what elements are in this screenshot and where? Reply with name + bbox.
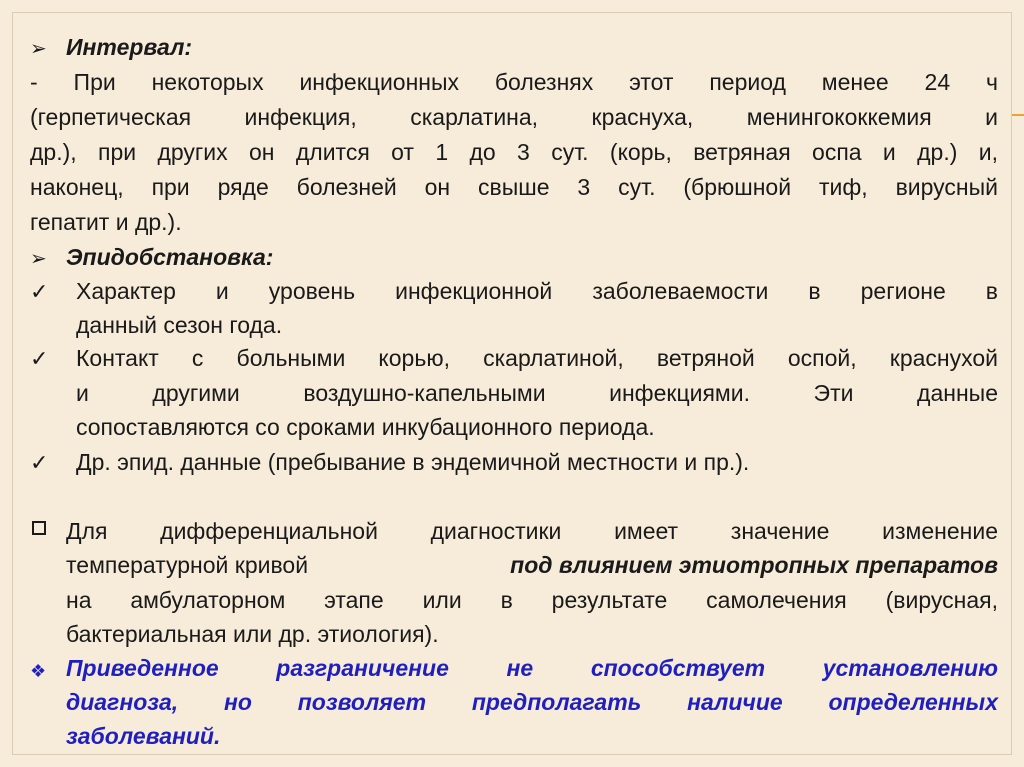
- diamond-bullet-icon: ❖: [30, 661, 47, 681]
- check-bullet-icon: ✓: [30, 450, 49, 475]
- interval-line-2: (герпетическая инфекция, скарлатина, краснуха, менингококкемия и: [30, 104, 998, 130]
- orange-accent-mark: [1012, 114, 1024, 116]
- arrow-bullet-icon: ➢: [30, 38, 47, 60]
- diff-line-3: на амбулаторном этапе или в результате самолечения (вирусная,: [66, 587, 998, 613]
- diff-line-2-plain: температурной кривой: [66, 552, 309, 578]
- epid-item-2-line-1: Контакт с больными корью, скарлатиной, ветряной оспой, краснухой: [76, 345, 998, 371]
- epid-item-1-line-2: данный сезон года.: [76, 312, 283, 338]
- interval-line-5: гепатит и др.).: [30, 209, 182, 235]
- arrow-bullet-icon: ➢: [30, 248, 47, 270]
- check-bullet-icon: ✓: [30, 279, 49, 304]
- interval-line-3: др.), при других он длится от 1 до 3 сут. (корь, ветряная оспа и др.) и,: [30, 139, 998, 165]
- epid-item-1-line-1: Характер и уровень инфекционной заболеваемости в регионе в: [76, 278, 998, 304]
- interval-heading: Интервал:: [66, 34, 193, 60]
- note-line-2: диагноза, но позволяет предполагать наличие определенных: [66, 689, 998, 715]
- diff-line-1: Для дифференциальной диагностики имеет значение изменение: [66, 518, 998, 544]
- diff-line-2-bold: под влиянием этиотропных препаратов: [510, 552, 998, 578]
- epid-item-3-line-1: Др. эпид. данные (пребывание в эндемичной местности и пр.).: [76, 449, 750, 475]
- square-bullet-icon: [32, 521, 46, 535]
- interval-line-1: - При некоторых инфекционных болезнях этот период менее 24 ч: [30, 69, 998, 95]
- epid-item-2-line-2: и другими воздушно-капельными инфекциями. Эти данные: [76, 380, 998, 406]
- interval-line-4: наконец, при ряде болезней он свыше 3 сут. (брюшной тиф, вирусный: [30, 174, 998, 200]
- check-bullet-icon: ✓: [30, 346, 49, 371]
- diff-line-4: бактериальная или др. этиология).: [66, 621, 439, 647]
- note-line-3: заболеваний.: [66, 723, 221, 749]
- epid-item-2-line-3: сопоставляются со сроками инкубационного периода.: [76, 414, 655, 440]
- epid-heading: Эпидобстановка:: [66, 244, 274, 270]
- note-line-1: Приведенное разграничение не способствует установлению: [66, 655, 998, 681]
- diff-line-2: [66, 548, 998, 582]
